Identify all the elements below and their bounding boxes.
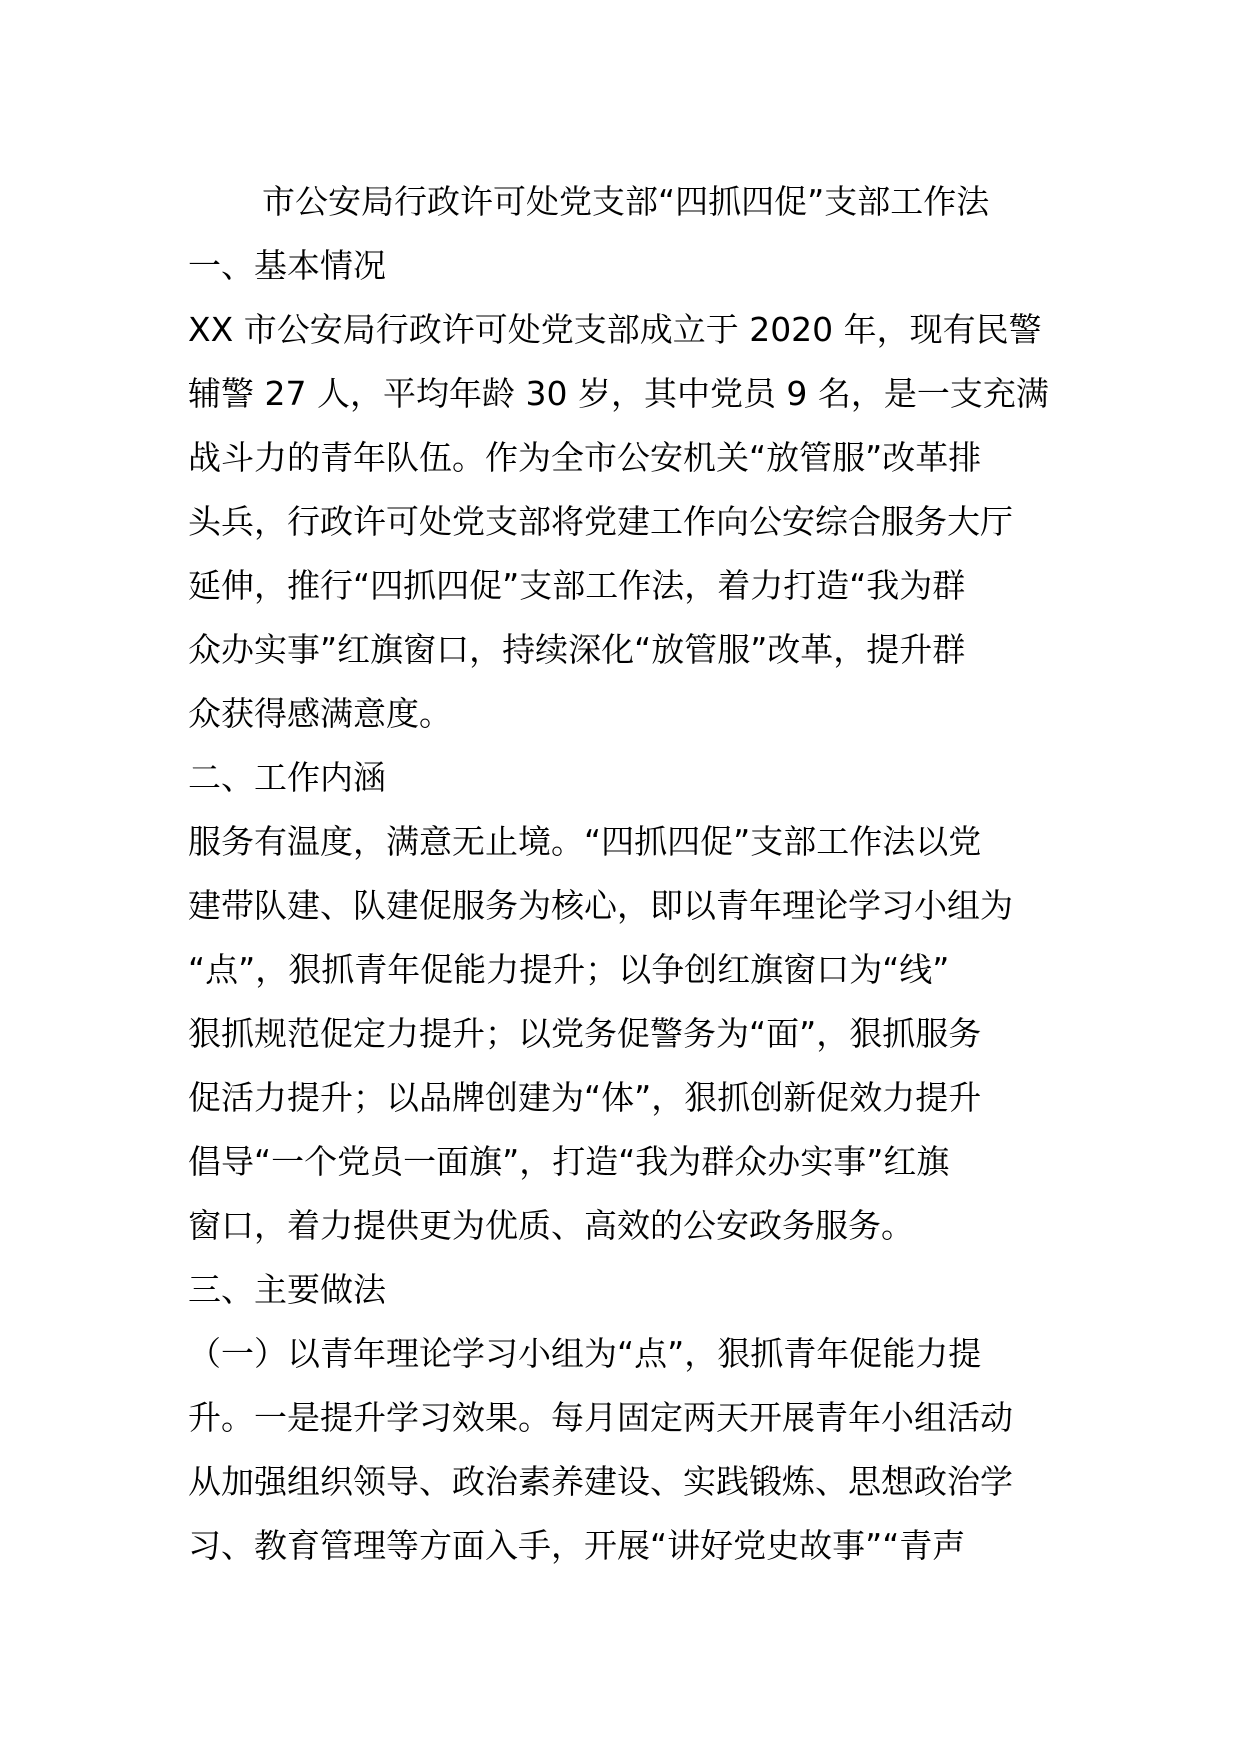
paragraph-line: “点”，狠抓青年促能力提升；以争创红旗窗口为“线”	[188, 950, 950, 989]
section-heading-basic-info: 一、基本情况	[188, 246, 386, 285]
paragraph-line: 头兵，行政许可处党支部将党建工作向公安综合服务大厅	[188, 502, 1013, 541]
document-title: 市公安局行政许可处党支部“四抓四促”支部工作法	[262, 182, 990, 221]
section-heading-main-practices: 三、主要做法	[188, 1270, 386, 1309]
paragraph-line: 习、教育管理等方面入手，开展“讲好党史故事”“青声	[188, 1526, 966, 1565]
paragraph-line: （一）以青年理论学习小组为“点”，狠抓青年促能力提	[188, 1334, 982, 1373]
paragraph-line: 众办实事”红旗窗口，持续深化“放管服”改革，提升群	[188, 630, 966, 669]
paragraph-line: 倡导“一个党员一面旗”，打造“我为群众办实事”红旗	[188, 1142, 950, 1181]
paragraph-line: 从加强组织领导、政治素养建设、实践锻炼、思想政治学	[188, 1462, 1013, 1501]
paragraph-line: 狠抓规范促定力提升；以党务促警务为“面”，狠抓服务	[188, 1014, 982, 1053]
paragraph-line: 延伸，推行“四抓四促”支部工作法，着力打造“我为群	[188, 566, 966, 605]
paragraph-line: 辅警 27 人，平均年龄 30 岁，其中党员 9 名，是一支充满	[188, 374, 1049, 413]
paragraph-line: 促活力提升；以品牌创建为“体”，狠抓创新促效力提升	[188, 1078, 982, 1117]
paragraph-line: 服务有温度，满意无止境。“四抓四促”支部工作法以党	[188, 822, 982, 861]
paragraph-line: 升。一是提升学习效果。每月固定两天开展青年小组活动	[188, 1398, 1013, 1437]
paragraph-line: 战斗力的青年队伍。作为全市公安机关“放管服”改革排	[188, 438, 982, 477]
paragraph-line: 众获得感满意度。	[188, 694, 452, 733]
document-body	[188, 170, 1058, 1578]
section-heading-work-connotation: 二、工作内涵	[188, 758, 386, 797]
paragraph-line: XX 市公安局行政许可处党支部成立于 2020 年，现有民警	[188, 310, 1042, 349]
paragraph-line: 窗口，着力提供更为优质、高效的公安政务服务。	[188, 1206, 914, 1245]
paragraph-line: 建带队建、队建促服务为核心，即以青年理论学习小组为	[188, 886, 1013, 925]
